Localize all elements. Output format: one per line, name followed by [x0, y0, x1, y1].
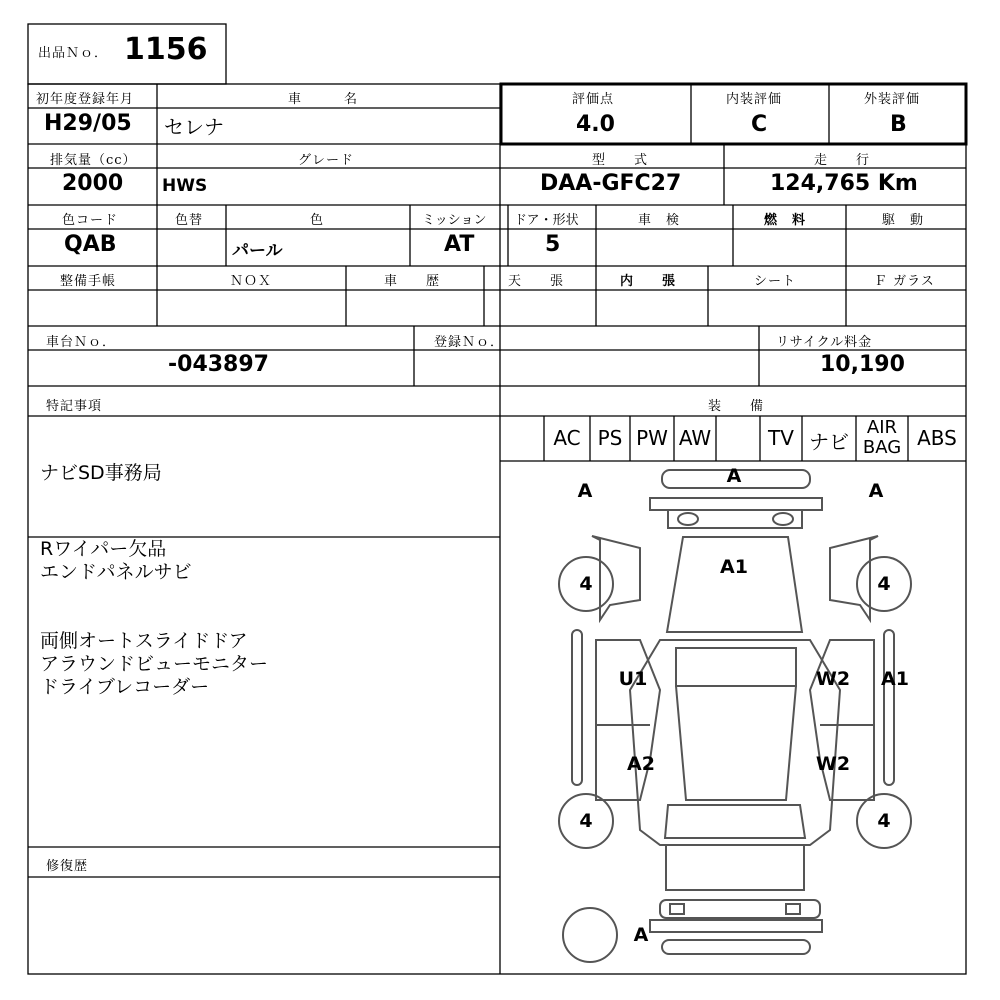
fuel-label: 燃 料 [764, 213, 807, 228]
notes-label: 特記事項 [46, 399, 103, 414]
mileage-label: 走 行 [814, 153, 871, 168]
equipment-ps: PS [597, 426, 623, 450]
equipment-ac: AC [553, 426, 581, 450]
lot-no-value: 1156 [124, 32, 208, 67]
notes-line-1: ナビSD事務局 [40, 462, 162, 484]
interior-label: 内装評価 [726, 92, 783, 107]
lot-no-label: 出品Ｎｏ． [38, 46, 109, 61]
repair-history-label: 修復歴 [46, 859, 89, 874]
interior-value: C [751, 112, 768, 137]
displacement-value: 2000 [62, 171, 124, 196]
equipment-navi: ナビ [809, 430, 849, 454]
diagram-tire-rr: 4 [877, 810, 891, 832]
model-label: 型 式 [592, 153, 649, 168]
notes-block-2: Rワイパー欠品 エンドパネルサビ [40, 538, 192, 583]
drive-label: 駆 動 [882, 213, 925, 228]
equipment-pw: PW [636, 426, 668, 450]
interior-ceiling-label: 内 張 [620, 274, 677, 289]
equipment-aw: AW [678, 426, 712, 450]
spare-tire-shape [563, 908, 617, 962]
diagram-right-side: A1 [881, 668, 909, 690]
color-value: パール [232, 241, 283, 261]
seat-label: シート [754, 274, 797, 289]
diagram-front-right: A [868, 480, 884, 502]
repaint-label: 色替 [175, 213, 204, 228]
car-name-value: セレナ [164, 115, 224, 139]
diagram-front-left: A [577, 480, 593, 502]
diagram-front-center: A [726, 465, 742, 487]
car-name-label: 車 名 [288, 92, 359, 107]
color-label: 色 [310, 213, 325, 228]
diagram-tire-rl: 4 [579, 810, 593, 832]
diagram-right-front-door: W2 [815, 668, 851, 690]
score-value: 4.0 [576, 112, 615, 137]
service-book-label: 整備手帳 [60, 274, 117, 289]
notes-block-3: 両側オートスライドドア アラウンドビューモニター ドライブレコーダー [40, 630, 269, 698]
color-code-value: QAB [64, 232, 117, 257]
equipment-abs: ABS [917, 426, 957, 450]
displacement-label: 排気量（cc） [50, 153, 137, 168]
grade-value: HWS [162, 176, 208, 196]
chassis-label: 車台Ｎｏ． [46, 335, 117, 350]
diagram-left-front-door: U1 [618, 668, 648, 690]
f-glass-label: Ｆ ガラス [874, 274, 935, 289]
equipment-label: 装 備 [708, 399, 765, 414]
exterior-label: 外装評価 [864, 92, 921, 107]
roof-label: 天 張 [508, 274, 565, 289]
mileage-value: 124,765 Km [770, 171, 918, 196]
diagram-rear: A [633, 924, 649, 946]
grade-label: グレード [298, 153, 355, 168]
reg-no-label: 登録Ｎｏ． [434, 335, 505, 350]
score-label: 評価点 [572, 92, 615, 107]
color-code-label: 色コード [62, 213, 119, 228]
equipment-airbag: AIR BAG [862, 417, 902, 458]
hood-shape [667, 537, 802, 632]
mission-label: ミッション [422, 213, 487, 228]
equipment-tv: TV [768, 426, 794, 450]
diagram-tire-fl: 4 [579, 573, 593, 595]
nox-label: ＮＯＸ [230, 274, 273, 289]
recycle-value: 10,190 [820, 352, 905, 377]
first-reg-value: H29/05 [44, 111, 132, 136]
model-value: DAA-GFC27 [540, 171, 682, 196]
exterior-value: B [890, 112, 907, 137]
chassis-value: -043897 [168, 352, 269, 377]
diagram-left-rear-door: A2 [627, 753, 655, 775]
inspection-label: 車 検 [638, 213, 681, 228]
diagram-tire-fr: 4 [877, 573, 891, 595]
first-reg-label: 初年度登録年月 [36, 92, 135, 107]
diagram-right-rear-door: W2 [815, 753, 851, 775]
door-value: 5 [545, 232, 561, 257]
car-diagram [500, 461, 966, 974]
diagram-hood: A1 [720, 556, 748, 578]
history-label: 車 歴 [384, 274, 441, 289]
door-label: ドア・形状 [514, 213, 579, 228]
recycle-label: リサイクル料金 [776, 335, 873, 350]
mission-value: AT [444, 232, 475, 257]
